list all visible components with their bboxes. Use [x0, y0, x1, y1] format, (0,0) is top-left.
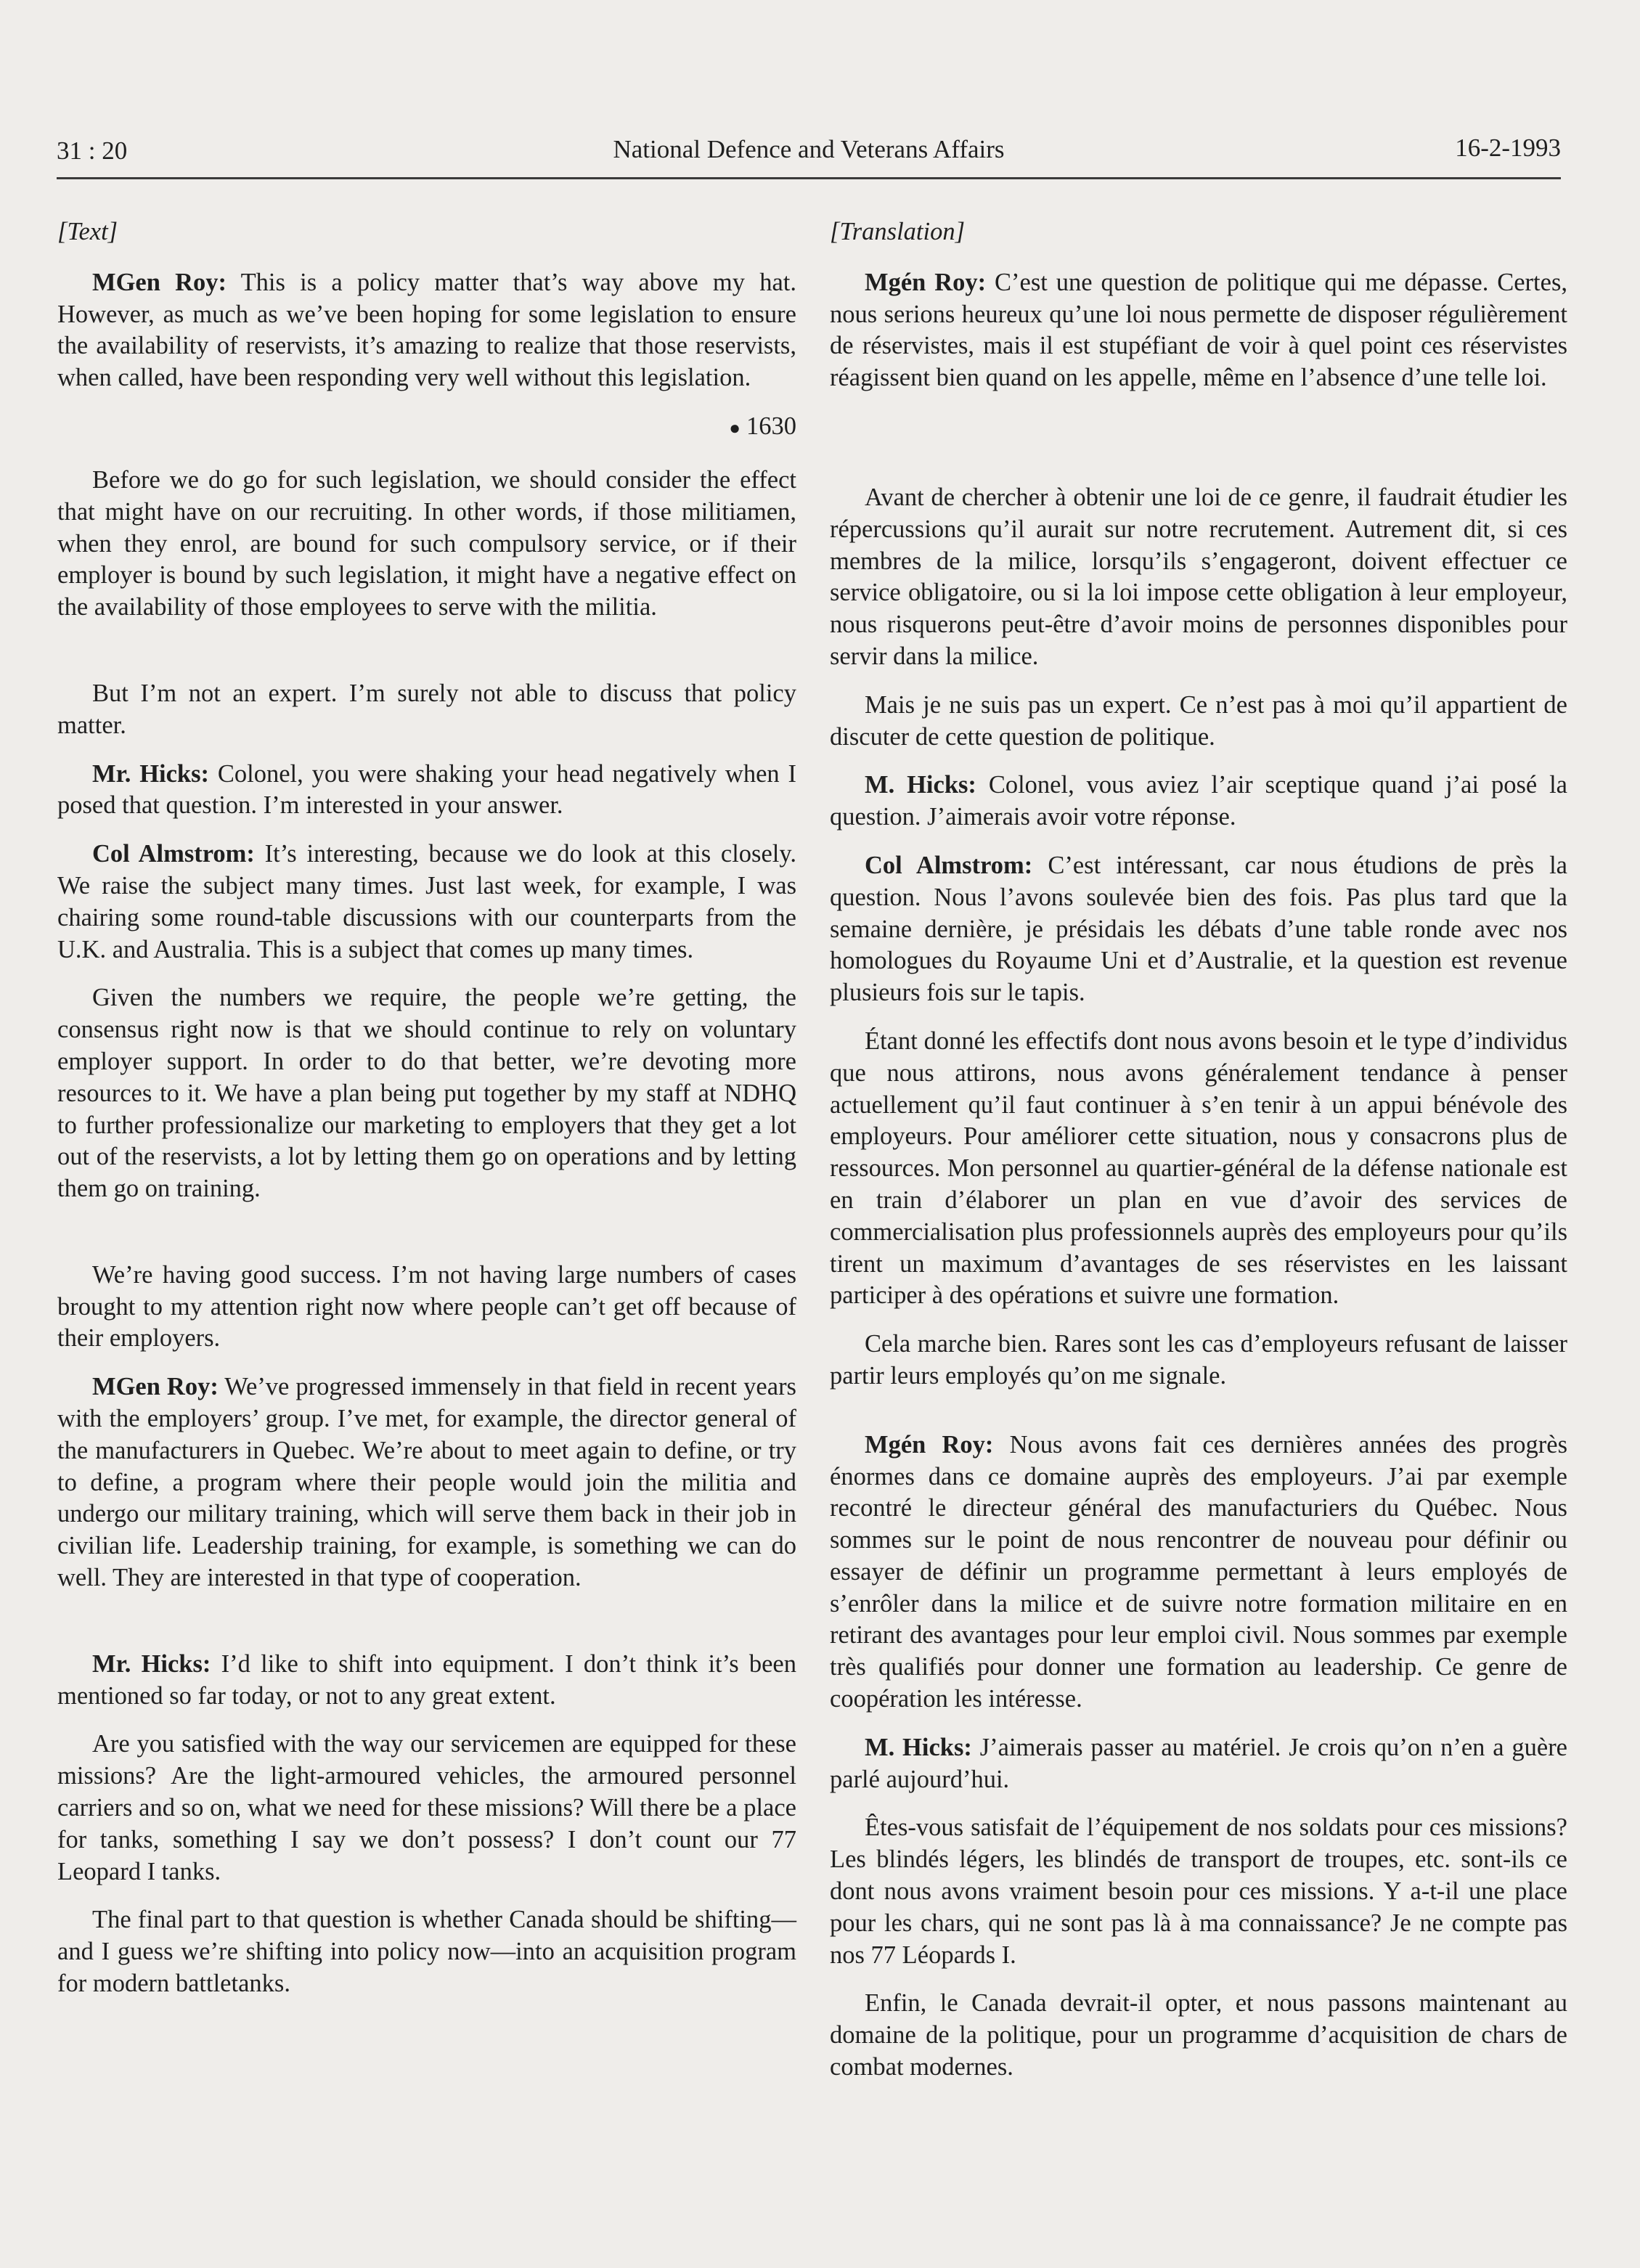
paragraph: Mr. Hicks: Colonel, you were shaking your head negatively when I posed that question. I’m interested in your answer. — [57, 759, 796, 820]
page-number: 31 : 20 — [57, 136, 128, 165]
paragraph: Given the numbers we require, the people we’re getting, the consensus right now is that we should continue to rely on voluntary employer support. In order to do that better, we’re devoting more resources to it. We have a plan being put together by my staff at NDHQ to further professionalize our marketing to employers that they get a lot out of the reservists, a lot by letting them go on operations and by letting them go on training. — [57, 984, 796, 1203]
paragraph: Enfin, le Canada devrait-il opter, et nous passons maintenant au domaine de la politique, pour un programme d’acquisition de chars de combat modernes. — [830, 1989, 1567, 2081]
paragraph: Avant de chercher à obtenir une loi de ce genre, il faudrait étudier les répercussions qu’il aurait sur notre recrutement. Autrement dit, si ces membres de la milice, lorsqu’ils s’engageront, doivent effectuer ce service obligatoire, ou si la loi impose cette obligation à leur employeur, nous risquerons peut-être d’avoir moins de personnes disponibles pour servir dans la milice. — [830, 483, 1567, 670]
paragraph: Mr. Hicks: I’d like to shift into equipment. I don’t think it’s been mentioned so far today, or not to any great extent. — [57, 1649, 796, 1710]
paragraph: We’re having good success. I’m not having large numbers of cases brought to my attention right now where people can’t get off because of their employers. — [57, 1260, 796, 1353]
english-column — [57, 216, 796, 2017]
translation-label: [Translation] — [830, 218, 966, 245]
paragraph: But I’m not an expert. I’m surely not able to discuss that policy matter. — [57, 679, 796, 739]
speaker-name: Col Almstrom: — [92, 840, 255, 868]
time-stamp: ● 1630 — [729, 412, 796, 440]
paragraph: Cela marche bien. Rares sont les cas d’employeurs refusant de laisser partir leurs employés qu’on me signale. — [830, 1330, 1567, 1390]
speaker-name: MGen Roy: — [92, 268, 227, 296]
paragraph: M. Hicks: Colonel, vous aviez l’air sceptique quand j’ai posé la question. J’aimerais avoir votre réponse. — [830, 771, 1567, 831]
speaker-name: M. Hicks: — [865, 771, 976, 799]
page-header — [57, 129, 1561, 179]
paragraph: MGen Roy: We’ve progressed immensely in that field in recent years with the employers’ group. I’ve met, for example, the director general of the manufacturers in Quebec. We’re about to meet again to define, or try to define, a program where their people would join the militia and undergo our military training, which will serve them back in their job in civilian life. Leadership training, for example, is something we can do well. They are interested in that type of cooperation. — [57, 1373, 796, 1592]
running-title: National Defence and Veterans Affairs — [613, 135, 1005, 163]
paragraph: Col Almstrom: C’est intéressant, car nous étudions de près la question. Nous l’avons soulevée bien des fois. Pas plus tard que la semaine dernière, je présidais les débats d’une table ronde avec nos homologues du Royaume Uni et d’Australie, et la question est revenue plusieurs fois sur le tapis. — [830, 851, 1567, 1007]
speaker-name: Mr. Hicks: — [92, 759, 210, 788]
speaker-name: Col Almstrom: — [865, 851, 1033, 879]
speaker-name: M. Hicks: — [865, 1733, 972, 1761]
paragraph: Mgén Roy: Nous avons fait ces dernières années des progrès énormes dans ce domaine auprès des employeurs. J’ai par exemple recontré le directeur général des manufacturiers du Québec. Nous sommes sur le point de nous rencontrer de nouveau pour définir ou essayer de définir un programme permettant à leurs employés de s’enrôler dans la milice et de suivre notre formation militaire en en retirant des avantages pour leur emploi civil. Nous sommes par exemple très qualifiés pour donner une formation au leadership. Ce genre de coopération les intéresse. — [830, 1430, 1567, 1713]
paragraph: The final part to that question is whether Canada should be shifting—and I guess we’re shifting into policy now—into an acquisition program for modern battletanks. — [57, 1906, 796, 1998]
paragraph: MGen Roy: This is a policy matter that’s way above my hat. However, as much as we’ve been hoping for some legislation to ensure the availability of reservists, it’s amazing to realize that those reservists, when called, have been responding very well without this legislation. — [57, 268, 796, 392]
paragraph: Mgén Roy: C’est une question de politique qui me dépasse. Certes, nous serions heureux qu’une loi nous permette de disposer régulièrement de réservistes, mais il est stupéfiant de voir à quel point ces réservistes réagissent bien quand on les appelle, même en l’absence d’une telle loi. — [830, 268, 1567, 392]
paragraph: Before we do go for such legislation, we should consider the effect that might have on our recruiting. In other words, if those militiamen, when they enrol, are bound for such compulsory service, or if their employer is bound by such legislation, it might have a negative effect on the availability of those employees to serve with the militia. — [57, 465, 796, 621]
french-column — [830, 216, 1567, 2100]
paragraph: Mais je ne suis pas un expert. Ce n’est pas à moi qu’il appartient de discuter de cette question de politique. — [830, 690, 1567, 751]
bullet-icon: ● — [729, 417, 741, 439]
speaker-name: MGen Roy: — [92, 1373, 219, 1401]
header-date: 16-2-1993 — [1455, 134, 1561, 162]
paragraph: Étant donné les effectifs dont nous avons besoin et le type d’individus que nous attirons, nous avons généralement tendance à penser actuellement qu’il faut continuer à s’en tenir à un appui bénévole des employeurs. Pour améliorer cette situation, nous y consacrons plus de ressources. Mon personnel au quartier-général de la défense nationale est en train d’élaborer un plan en vue d’avoir des services de commercialisation plus professionnels auprès des employeurs pour qu’ils tirent un maximum d’avantages de ses réservistes en les laissant participer à des opérations et suivre une formation. — [830, 1027, 1567, 1310]
paragraph: Col Almstrom: It’s interesting, because we do look at this closely. We raise the subject many times. Just last week, for example, I was chairing some round-table discussions with our counterparts from the U.K. and Australia. This is a subject that comes up many times. — [57, 840, 796, 963]
text-label: [Text] — [57, 218, 118, 245]
paragraph: Are you satisfied with the way our servicemen are equipped for these missions? Are the light-armoured vehicles, the armoured personnel carriers and so on, what we need for these missions? Will there be a place for tanks, something I say we don’t possess? I don’t count our 77 Leopard I tanks. — [57, 1730, 796, 1885]
speaker-name: Mgén Roy: — [865, 1430, 994, 1459]
speaker-name: Mgén Roy: — [865, 268, 987, 296]
paragraph: M. Hicks: J’aimerais passer au matériel. Je crois qu’on n’en a guère parlé aujourd’hui. — [830, 1733, 1567, 1793]
paragraph: Êtes-vous satisfait de l’équipement de nos soldats pour ces missions? Les blindés légers, les blindés de transport de troupes, etc. sont-ils ce dont nous avons vraiment besoin pour ces missions. Y a-t-il une place pour les chars, qui ne sont pas là à ma connaissance? Je ne compte pas nos 77 Léopards I. — [830, 1814, 1567, 1969]
speaker-name: Mr. Hicks: — [92, 1649, 211, 1678]
